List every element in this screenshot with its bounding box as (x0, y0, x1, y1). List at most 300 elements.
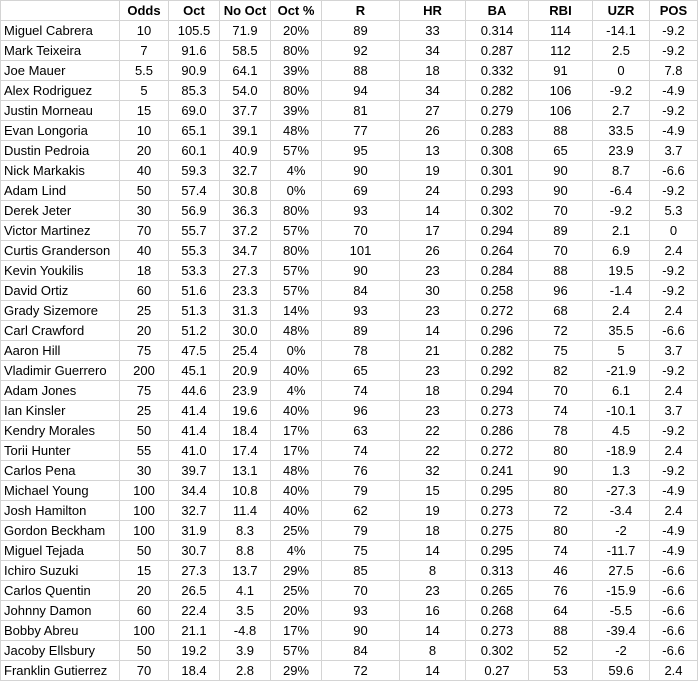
table-row (1, 521, 698, 541)
stat-cell: 23 (400, 261, 466, 281)
stat-cell: 69 (322, 181, 400, 201)
stat-cell: 3.7 (650, 401, 698, 421)
stat-cell: 13.7 (220, 561, 271, 581)
stat-cell: 4.5 (593, 421, 650, 441)
stat-cell: 72 (529, 501, 593, 521)
column-header: No Oct (220, 1, 271, 21)
stat-cell: 14 (400, 201, 466, 221)
stat-cell: 78 (322, 341, 400, 361)
stat-cell: 50 (120, 641, 169, 661)
stat-cell: 70 (529, 201, 593, 221)
stat-cell: -9.2 (650, 21, 698, 41)
stat-cell: 26 (400, 121, 466, 141)
stat-cell: 18.4 (220, 421, 271, 441)
stat-cell: 0% (271, 181, 322, 201)
table-row (1, 201, 698, 221)
table-row (1, 641, 698, 661)
stat-cell: 60 (120, 601, 169, 621)
stat-cell: -27.3 (593, 481, 650, 501)
stat-cell: -11.7 (593, 541, 650, 561)
stat-cell: 25.4 (220, 341, 271, 361)
stat-cell: 48% (271, 461, 322, 481)
stat-cell: 96 (529, 281, 593, 301)
player-name-cell: Carlos Quentin (1, 581, 120, 601)
stat-cell: 88 (529, 261, 593, 281)
stat-cell: 7 (120, 41, 169, 61)
player-name-cell: Aaron Hill (1, 341, 120, 361)
stat-cell: 53 (529, 661, 593, 681)
stat-cell: 18 (400, 381, 466, 401)
table-row (1, 601, 698, 621)
stat-cell: 20% (271, 21, 322, 41)
stat-cell: 50 (120, 181, 169, 201)
stat-cell: 15 (120, 101, 169, 121)
column-header: Odds (120, 1, 169, 21)
stat-cell: 31.9 (169, 521, 220, 541)
stat-cell: 15 (400, 481, 466, 501)
stat-cell: 57% (271, 641, 322, 661)
player-name-cell: Vladimir Guerrero (1, 361, 120, 381)
stat-cell: 90 (322, 621, 400, 641)
stat-cell: -9.2 (650, 361, 698, 381)
table-row (1, 301, 698, 321)
stat-cell: 85 (322, 561, 400, 581)
stat-cell: 93 (322, 201, 400, 221)
table-row (1, 381, 698, 401)
stat-cell: 0.265 (466, 581, 529, 601)
stat-cell: 8.7 (593, 161, 650, 181)
stat-cell: 74 (529, 401, 593, 421)
column-header: POS (650, 1, 698, 21)
stat-cell: -6.6 (650, 161, 698, 181)
stat-cell: -6.6 (650, 601, 698, 621)
stat-cell: 82 (529, 361, 593, 381)
stat-cell: 40 (120, 241, 169, 261)
table-row (1, 81, 698, 101)
player-name-cell: Mark Teixeira (1, 41, 120, 61)
stat-cell: 0.282 (466, 81, 529, 101)
stat-cell: 5 (593, 341, 650, 361)
stat-cell: 25 (120, 301, 169, 321)
stat-cell: 2.4 (650, 661, 698, 681)
stat-cell: 59.3 (169, 161, 220, 181)
stat-cell: 96 (322, 401, 400, 421)
stat-cell: 80% (271, 81, 322, 101)
stat-cell: 0.292 (466, 361, 529, 381)
stat-cell: 72 (529, 321, 593, 341)
table-row (1, 261, 698, 281)
stat-cell: 58.5 (220, 41, 271, 61)
stat-cell: 3.9 (220, 641, 271, 661)
stat-cell: 10 (120, 21, 169, 41)
stat-cell: 62 (322, 501, 400, 521)
stat-cell: 19 (400, 161, 466, 181)
stat-cell: 30 (120, 461, 169, 481)
stat-cell: 90 (529, 161, 593, 181)
stat-cell: 19.2 (169, 641, 220, 661)
table-row (1, 221, 698, 241)
player-name-cell: Kendry Morales (1, 421, 120, 441)
stat-cell: 5 (120, 81, 169, 101)
stat-cell: 34 (400, 81, 466, 101)
player-name-cell: Justin Morneau (1, 101, 120, 121)
stat-cell: 7.8 (650, 61, 698, 81)
stat-cell: 57% (271, 261, 322, 281)
stat-cell: 75 (120, 341, 169, 361)
stat-cell: 27.5 (593, 561, 650, 581)
player-name-cell: Carl Crawford (1, 321, 120, 341)
stat-cell: 17 (400, 221, 466, 241)
player-name-cell: Curtis Granderson (1, 241, 120, 261)
stat-cell: 57% (271, 221, 322, 241)
stat-cell: 72 (322, 661, 400, 681)
stat-cell: 59.6 (593, 661, 650, 681)
stat-cell: 1.3 (593, 461, 650, 481)
stat-cell: 0.273 (466, 621, 529, 641)
stat-cell: 100 (120, 501, 169, 521)
stat-cell: 26 (400, 241, 466, 261)
player-name-cell: Michael Young (1, 481, 120, 501)
stat-cell: 14 (400, 541, 466, 561)
column-header: Oct % (271, 1, 322, 21)
stat-cell: 32 (400, 461, 466, 481)
stat-cell: 68 (529, 301, 593, 321)
stat-cell: 30.8 (220, 181, 271, 201)
player-name-cell: Josh Hamilton (1, 501, 120, 521)
player-name-cell: Miguel Cabrera (1, 21, 120, 41)
stat-cell: 0.332 (466, 61, 529, 81)
stat-cell: 81 (322, 101, 400, 121)
stat-cell: 0.295 (466, 541, 529, 561)
stat-cell: 65 (529, 141, 593, 161)
stat-cell: -4.9 (650, 121, 698, 141)
stat-cell: 100 (120, 481, 169, 501)
stat-cell: -9.2 (650, 421, 698, 441)
stat-cell: -3.4 (593, 501, 650, 521)
stat-cell: 75 (322, 541, 400, 561)
stat-cell: 90 (529, 181, 593, 201)
stat-cell: 0.241 (466, 461, 529, 481)
stat-cell: 60 (120, 281, 169, 301)
stat-cell: 106 (529, 81, 593, 101)
table-row (1, 561, 698, 581)
stat-cell: 55 (120, 441, 169, 461)
stat-cell: 32.7 (169, 501, 220, 521)
stat-cell: 23 (400, 361, 466, 381)
stat-cell: 8.8 (220, 541, 271, 561)
stat-cell: 17.4 (220, 441, 271, 461)
player-name-cell: Torii Hunter (1, 441, 120, 461)
stat-cell: 80% (271, 241, 322, 261)
table-row (1, 541, 698, 561)
stat-cell: 75 (529, 341, 593, 361)
stat-cell: -9.2 (650, 181, 698, 201)
stat-cell: 60.1 (169, 141, 220, 161)
stat-cell: 90.9 (169, 61, 220, 81)
player-name-cell: Dustin Pedroia (1, 141, 120, 161)
stat-cell: 27.3 (169, 561, 220, 581)
stat-cell: 70 (322, 221, 400, 241)
stat-cell: -4.9 (650, 481, 698, 501)
stat-cell: 20 (120, 141, 169, 161)
table-row (1, 61, 698, 81)
stat-cell: 15 (120, 561, 169, 581)
stat-cell: 0.314 (466, 21, 529, 41)
stat-cell: 0.284 (466, 261, 529, 281)
stat-cell: -9.2 (650, 261, 698, 281)
column-header: RBI (529, 1, 593, 21)
stat-cell: 29% (271, 661, 322, 681)
player-name-cell: Miguel Tejada (1, 541, 120, 561)
stat-cell: 51.6 (169, 281, 220, 301)
table-row (1, 321, 698, 341)
player-name-cell: Joe Mauer (1, 61, 120, 81)
stat-cell: 100 (120, 621, 169, 641)
table-row (1, 361, 698, 381)
stat-cell: 21.1 (169, 621, 220, 641)
stat-cell: 30.7 (169, 541, 220, 561)
stat-cell: 2.4 (650, 441, 698, 461)
stat-cell: 41.0 (169, 441, 220, 461)
stat-cell: 23.3 (220, 281, 271, 301)
stat-cell: 25% (271, 521, 322, 541)
table-body (1, 21, 698, 681)
stat-cell: 24 (400, 181, 466, 201)
stat-cell: 0 (650, 221, 698, 241)
stat-cell: -4.8 (220, 621, 271, 641)
table-row (1, 661, 698, 681)
table-row (1, 501, 698, 521)
stat-cell: 25 (120, 401, 169, 421)
stat-cell: 2.4 (593, 301, 650, 321)
stat-cell: 5.5 (120, 61, 169, 81)
table-row (1, 161, 698, 181)
stat-cell: -15.9 (593, 581, 650, 601)
stat-cell: -4.9 (650, 81, 698, 101)
stat-cell: 8 (400, 641, 466, 661)
table-row (1, 101, 698, 121)
stat-cell: 94 (322, 81, 400, 101)
stat-cell: 112 (529, 41, 593, 61)
stat-cell: 70 (529, 381, 593, 401)
player-name-cell: Bobby Abreu (1, 621, 120, 641)
stat-cell: 76 (529, 581, 593, 601)
stat-cell: 90 (529, 461, 593, 481)
stat-cell: 41.4 (169, 421, 220, 441)
stat-cell: 93 (322, 601, 400, 621)
stat-cell: 89 (322, 321, 400, 341)
stat-cell: 14 (400, 621, 466, 641)
player-name-cell: Adam Lind (1, 181, 120, 201)
stat-cell: 79 (322, 521, 400, 541)
stat-cell: -1.4 (593, 281, 650, 301)
stat-cell: 14% (271, 301, 322, 321)
stat-cell: 0.282 (466, 341, 529, 361)
stat-cell: 64.1 (220, 61, 271, 81)
stat-cell: 20 (120, 581, 169, 601)
stat-cell: 40.9 (220, 141, 271, 161)
stat-cell: 13.1 (220, 461, 271, 481)
stat-cell: 27.3 (220, 261, 271, 281)
stat-cell: -6.4 (593, 181, 650, 201)
stat-cell: 35.5 (593, 321, 650, 341)
stat-cell: 40% (271, 501, 322, 521)
stat-cell: 56.9 (169, 201, 220, 221)
player-name-cell: Ian Kinsler (1, 401, 120, 421)
stat-cell: -6.6 (650, 621, 698, 641)
stat-cell: 0.296 (466, 321, 529, 341)
stat-cell: -9.2 (650, 281, 698, 301)
stat-cell: 30.0 (220, 321, 271, 341)
stat-cell: 105.5 (169, 21, 220, 41)
stat-cell: 70 (529, 241, 593, 261)
stat-cell: 44.6 (169, 381, 220, 401)
stat-cell: 50 (120, 541, 169, 561)
player-name-cell: Adam Jones (1, 381, 120, 401)
stat-cell: 92 (322, 41, 400, 61)
stat-cell: -9.2 (593, 201, 650, 221)
stat-cell: 52 (529, 641, 593, 661)
stat-cell: 37.7 (220, 101, 271, 121)
stat-cell: 23.9 (220, 381, 271, 401)
stat-cell: 0.295 (466, 481, 529, 501)
column-header: BA (466, 1, 529, 21)
stat-cell: 80 (529, 441, 593, 461)
stat-cell: 91.6 (169, 41, 220, 61)
stat-cell: -9.2 (650, 101, 698, 121)
column-header: Oct (169, 1, 220, 21)
stat-cell: 2.4 (650, 501, 698, 521)
stat-cell: 0.301 (466, 161, 529, 181)
stat-cell: 40 (120, 161, 169, 181)
stat-cell: 14 (400, 661, 466, 681)
stat-cell: 114 (529, 21, 593, 41)
stat-cell: 0.264 (466, 241, 529, 261)
table-row (1, 581, 698, 601)
table-row (1, 621, 698, 641)
stat-cell: 51.2 (169, 321, 220, 341)
player-name-cell: Kevin Youkilis (1, 261, 120, 281)
stat-cell: 80% (271, 201, 322, 221)
stat-cell: 22 (400, 421, 466, 441)
stat-cell: 22 (400, 441, 466, 461)
player-name-cell: Alex Rodriguez (1, 81, 120, 101)
stat-cell: 37.2 (220, 221, 271, 241)
stat-cell: 39% (271, 101, 322, 121)
stat-cell: -10.1 (593, 401, 650, 421)
stat-cell: 3.7 (650, 141, 698, 161)
header-player (1, 1, 120, 21)
stat-cell: -5.5 (593, 601, 650, 621)
stat-cell: 18.4 (169, 661, 220, 681)
stat-cell: 0.293 (466, 181, 529, 201)
stat-cell: 30 (120, 201, 169, 221)
stat-cell: 77 (322, 121, 400, 141)
stat-cell: 0.294 (466, 381, 529, 401)
stat-cell: 30 (400, 281, 466, 301)
stat-cell: 17% (271, 441, 322, 461)
stat-cell: 18 (400, 521, 466, 541)
stat-cell: -18.9 (593, 441, 650, 461)
stat-cell: -4.9 (650, 521, 698, 541)
stat-cell: 91 (529, 61, 593, 81)
stat-cell: 39% (271, 61, 322, 81)
stat-cell: 0.279 (466, 101, 529, 121)
stat-cell: 11.4 (220, 501, 271, 521)
stat-cell: 40% (271, 401, 322, 421)
stat-cell: 27 (400, 101, 466, 121)
stat-cell: 51.3 (169, 301, 220, 321)
stat-cell: 90 (322, 261, 400, 281)
column-header: R (322, 1, 400, 21)
stat-cell: -39.4 (593, 621, 650, 641)
table-row (1, 281, 698, 301)
stat-cell: 0.258 (466, 281, 529, 301)
stat-cell: -2 (593, 521, 650, 541)
table-row (1, 481, 698, 501)
stat-cell: 55.7 (169, 221, 220, 241)
stat-cell: 0.272 (466, 301, 529, 321)
table-row (1, 21, 698, 41)
table-row (1, 461, 698, 481)
stat-cell: 31.3 (220, 301, 271, 321)
stat-cell: 88 (529, 621, 593, 641)
stat-cell: 23 (400, 401, 466, 421)
stat-cell: 14 (400, 321, 466, 341)
stat-cell: 39.1 (220, 121, 271, 141)
player-name-cell: David Ortiz (1, 281, 120, 301)
stat-cell: 63 (322, 421, 400, 441)
player-name-cell: Grady Sizemore (1, 301, 120, 321)
stat-cell: 53.3 (169, 261, 220, 281)
table-row (1, 401, 698, 421)
stat-cell: 100 (120, 521, 169, 541)
stat-cell: 65 (322, 361, 400, 381)
stat-cell: 48% (271, 121, 322, 141)
stat-cell: 80 (529, 481, 593, 501)
stat-cell: 10.8 (220, 481, 271, 501)
stat-cell: 64 (529, 601, 593, 621)
column-header: HR (400, 1, 466, 21)
stat-cell: 0.302 (466, 201, 529, 221)
stat-cell: 70 (120, 221, 169, 241)
stat-cell: 93 (322, 301, 400, 321)
stat-cell: 0.283 (466, 121, 529, 141)
stat-cell: 70 (120, 661, 169, 681)
player-name-cell: Johnny Damon (1, 601, 120, 621)
stat-cell: -6.6 (650, 641, 698, 661)
stat-cell: 57.4 (169, 181, 220, 201)
stat-cell: 46 (529, 561, 593, 581)
stat-cell: 0.286 (466, 421, 529, 441)
stat-cell: 34.4 (169, 481, 220, 501)
stat-cell: 57% (271, 141, 322, 161)
stat-cell: 95 (322, 141, 400, 161)
stat-cell: 0.313 (466, 561, 529, 581)
stat-cell: 19.5 (593, 261, 650, 281)
stat-cell: 20% (271, 601, 322, 621)
stat-cell: 0.273 (466, 501, 529, 521)
stat-cell: 33.5 (593, 121, 650, 141)
stat-cell: 50 (120, 421, 169, 441)
stat-cell: 101 (322, 241, 400, 261)
stat-cell: 2.5 (593, 41, 650, 61)
stat-cell: 23.9 (593, 141, 650, 161)
stat-cell: -9.2 (650, 461, 698, 481)
stat-cell: 2.4 (650, 381, 698, 401)
table-row (1, 121, 698, 141)
player-name-cell: Victor Martinez (1, 221, 120, 241)
